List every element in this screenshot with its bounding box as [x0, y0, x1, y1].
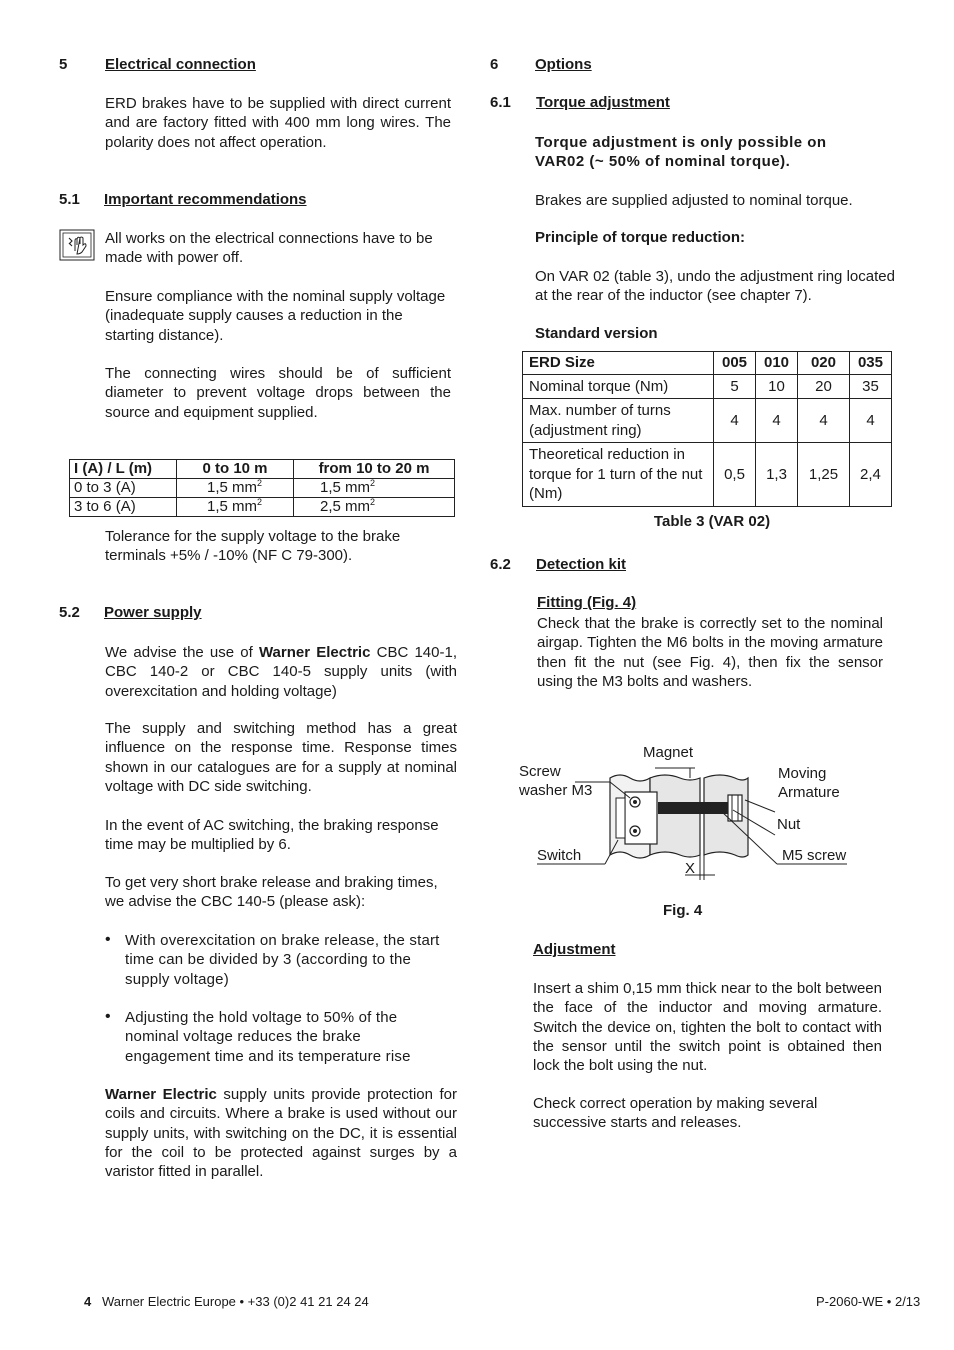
- table-header: from 10 to 20 m: [294, 460, 455, 479]
- voltage-tolerance: Tolerance for the supply voltage to the brake terminals +5% / -10% (NF C 79-300).: [105, 528, 401, 565]
- section-6-number: 6: [490, 56, 499, 73]
- adjustment-title: Adjustment: [533, 941, 616, 958]
- table-row: [523, 443, 892, 507]
- table-header-row: [523, 352, 892, 375]
- principle-text: On VAR 02 (table 3), undo the adjustment ring located at the rear of the inductor (see chapter 7).: [535, 268, 895, 305]
- standard-version-title: Standard version: [535, 325, 658, 342]
- table-row: [523, 399, 892, 443]
- section-5-1-title: Important recommendations: [104, 191, 307, 208]
- section-6-2-number: 6.2: [490, 556, 511, 573]
- section-5-2-number: 5.2: [59, 604, 80, 621]
- fig-label-moving: Moving: [778, 765, 827, 782]
- table-cell: 4: [714, 399, 756, 443]
- page-number: 4: [84, 1294, 92, 1309]
- table-header: ERD Size: [523, 352, 714, 375]
- principle-title: Principle of torque reduction:: [535, 229, 746, 246]
- warning-hand-icon: [59, 229, 95, 261]
- table-cell: 1,25: [798, 443, 850, 507]
- table-cell: 10: [756, 374, 798, 399]
- table-cell: Max. number of turns (adjustment ring): [523, 399, 714, 443]
- supply-advice: We advise the use of Warner Electric CBC 140-1, CBC 140-2 or CBC 140-5 supply units (with overexcitation and holding voltage): [105, 644, 457, 700]
- var02-table: [522, 351, 892, 507]
- table-header: 010: [756, 352, 798, 375]
- protection-note: Warner Electric supply units provide protection for coils and circuits. Where a brake is used without our supply units, with switching on the DC, it is essential for the coil to be protected against surges by a varistor fitted in parallel.: [105, 1086, 457, 1181]
- section-5-1-number: 5.1: [59, 191, 80, 208]
- table-header: 020: [798, 352, 850, 375]
- bullet: •: [105, 1008, 111, 1025]
- table-cell: 20: [798, 374, 850, 399]
- table-cell: 35: [849, 374, 891, 399]
- table-header: I (A) / L (m): [70, 460, 177, 479]
- recommendation-voltage: Ensure compliance with the nominal supply voltage (inadequate supply causes a reduction in the starting distance).: [105, 288, 446, 344]
- table-row: [523, 374, 892, 399]
- table-cell: 2,4: [849, 443, 891, 507]
- fig-label-m5-screw: M5 screw: [782, 847, 847, 864]
- fitting-title: Fitting (Fig. 4): [537, 594, 637, 611]
- fig4-diagram: [515, 740, 855, 885]
- table-cell: 3 to 6 (A): [70, 498, 177, 517]
- torque-adjust-note: Torque adjustment is only possible on VAR02 (~ 50% of nominal torque).: [535, 134, 827, 171]
- table-cell: 4: [798, 399, 850, 443]
- bullet: •: [105, 931, 111, 948]
- fig-label-nut: Nut: [777, 816, 801, 833]
- wire-section-table: [69, 459, 455, 517]
- fig-label-screw: Screw: [519, 763, 561, 780]
- table-cell: 1,5 $mm^2$: [294, 479, 455, 498]
- section-6-1-number: 6.1: [490, 94, 511, 111]
- recommendation-power-off: All works on the electrical connections have to be made with power off.: [105, 230, 433, 267]
- section-6-title: Options: [535, 56, 592, 73]
- table-cell: 2,5 $mm^2$: [294, 498, 455, 517]
- table-header: 035: [849, 352, 891, 375]
- table-cell: Nominal torque (Nm): [523, 374, 714, 399]
- section-6-2-title: Detection kit: [536, 556, 627, 573]
- section-5-title: Electrical connection: [105, 56, 256, 73]
- fig-label-x: X: [685, 860, 696, 877]
- table-cell: Theoretical reduction in torque for 1 turn of the nut (Nm): [523, 443, 714, 507]
- table-cell: 1,5 $mm^2$: [177, 479, 294, 498]
- fig-label-washer: washer M3: [519, 782, 593, 799]
- nominal-torque-note: Brakes are supplied adjusted to nominal torque.: [535, 192, 853, 209]
- switching-method: The supply and switching method has a great influence on the response time. Response times shown in our catalogues are for a supply at nominal voltage with DC side switching.: [105, 720, 457, 795]
- fig-label-magnet: Magnet: [643, 744, 694, 761]
- section-5-number: 5: [59, 56, 68, 73]
- table-row: [70, 498, 455, 517]
- table-cell: 0 to 3 (A): [70, 479, 177, 498]
- list-item: • Adjusting the hold voltage to 50% of the nominal voltage reduces the brake engagement time and its temperature rise: [105, 1008, 411, 1065]
- table-caption: Table 3 (VAR 02): [653, 513, 771, 530]
- fig-label-armature: Armature: [778, 784, 840, 801]
- footer-company: Warner Electric Europe • +33 (0)2 41 21 24 24: [102, 1294, 369, 1309]
- list-item: • With overexcitation on brake release, the start time can be divided by 3 (according to the supply voltage): [105, 931, 440, 988]
- check-operation-text: Check correct operation by making several successive starts and releases.: [533, 1095, 818, 1132]
- table-cell: 1,3: [756, 443, 798, 507]
- section-5-2-title: Power supply: [104, 604, 202, 621]
- section-6-1-title: Torque adjustment: [536, 94, 670, 111]
- section-5-intro: ERD brakes have to be supplied with direct current and are factory fitted with 400 mm long wires. The polarity does not affect operation.: [105, 95, 451, 151]
- table-row: [70, 479, 455, 498]
- fitting-text: Check that the brake is correctly set to the nominal airgap. Tighten the M6 bolts in the moving armature then fit the nut (see Fig. 4), then fix the sensor using the M3 bolts and washers.: [537, 615, 883, 690]
- recommendation-wires: The connecting wires should be of sufficient diameter to prevent voltage drops between the source and equipment supplied.: [105, 365, 451, 421]
- table-cell: 5: [714, 374, 756, 399]
- table-cell: 1,5 $mm^2$: [177, 498, 294, 517]
- table-cell: 4: [849, 399, 891, 443]
- table-header-row: [70, 460, 455, 479]
- table-cell: 4: [756, 399, 798, 443]
- table-header: 005: [714, 352, 756, 375]
- short-times-advice: To get very short brake release and braking times, we advise the CBC 140-5 (please ask):: [105, 874, 438, 911]
- adjustment-text: Insert a shim 0,15 mm thick near to the bolt between the face of the inductor and moving armature. Switch the device on, tighten the bolt to contact with the sensor until the switch point is obtained then lock the bolt using the nut.: [533, 980, 882, 1075]
- ac-switching: In the event of AC switching, the braking response time may be multiplied by 6.: [105, 817, 439, 854]
- figure-caption: Fig. 4: [663, 902, 703, 919]
- fig-label-switch: Switch: [537, 847, 582, 864]
- footer-reference: P-2060-WE • 2/13: [816, 1294, 921, 1309]
- table-header: 0 to 10 m: [177, 460, 294, 479]
- table-cell: 0,5: [714, 443, 756, 507]
